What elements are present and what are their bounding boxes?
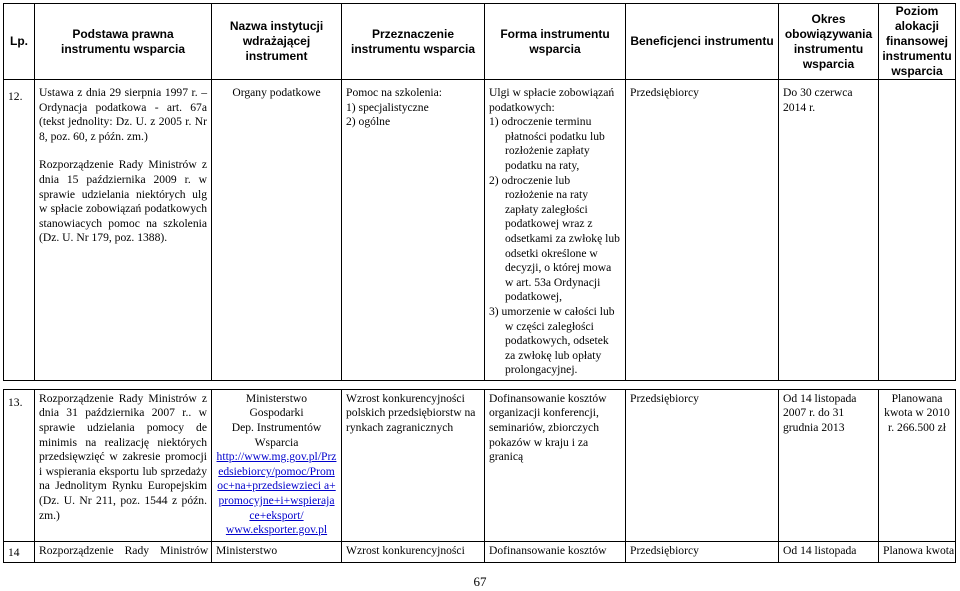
cell-legal-basis xyxy=(35,80,212,381)
cell-institution: Organy podatkowe xyxy=(212,80,342,381)
cell-institution xyxy=(212,389,342,541)
cell-form: Dofinansowanie kosztów organizacji konferencji, seminariów, zbiorczych pokazów w kraju i za granicą xyxy=(485,389,626,541)
cell-beneficiaries: Przedsiębiorcy xyxy=(626,389,779,541)
cell-allocation: Planowana kwota w 2010 r. 266.500 zł xyxy=(879,389,956,541)
header-row xyxy=(4,4,956,80)
cell-period: Od 14 listopada xyxy=(779,541,879,563)
institution-line-4: Wsparcia xyxy=(254,435,299,449)
cell-form xyxy=(485,80,626,381)
header-period: Okres obowiązywania instrumentu wsparcia xyxy=(779,4,879,80)
purpose-line-1: Pomoc na szkolenia: xyxy=(346,86,442,99)
row-separator xyxy=(4,380,956,389)
cell-purpose: Wzrost konkurencyjności xyxy=(342,541,485,563)
purpose-line-3: 2) ogólne xyxy=(346,115,391,129)
table-row-13 xyxy=(4,389,956,541)
header-allocation: Poziom alokacji finansowej instrumentu wsparcia xyxy=(879,4,956,80)
cell-period: Do 30 czerwca 2014 r. xyxy=(779,80,879,381)
cell-purpose: Wzrost konkurencyjności polskich przedsiębiorstw na rynkach zagranicznych xyxy=(342,389,485,541)
page-number: 67 xyxy=(473,574,487,589)
institution-line-2: Gospodarki xyxy=(249,406,304,420)
table-row-12 xyxy=(4,80,956,381)
support-instruments-table xyxy=(3,3,956,563)
institution-line-3: Dep. Instrumentów xyxy=(231,421,322,435)
table-row-14 xyxy=(4,541,956,563)
institution-line-1: Ministerstwo xyxy=(245,391,308,405)
cell-period: Od 14 listopada 2007 r. do 31 grudnia 2013 xyxy=(779,389,879,541)
cell-form: Dofinansowanie kosztów xyxy=(485,541,626,563)
header-legal-basis: Podstawa prawna instrumentu wsparcia xyxy=(35,4,212,80)
cell-beneficiaries: Przedsiębiorcy xyxy=(626,541,779,563)
ministry-link[interactable]: http://www.mg.gov.pl/Przedsiebiorcy/pomoc/Promoc+na+przedsiewzieci a+promocyjne+i+wspierajace+eksport/ xyxy=(216,450,337,522)
purpose-line-2: 1) specjalistyczne xyxy=(346,100,429,114)
cell-lp: 12. xyxy=(4,80,35,381)
cell-legal-basis: Rozporządzenie Rady Ministrów z dnia 31 października 2007 r.. w sprawie udzielania pomocy de minimis na realizację niektórych przedsięwzięć w zakresie promocji i wspierania eksportu lub sprzedaży na Jednolitym Rynku Europejskim (Dz. U. Nr 211, poz. 1544 z późn. zm.) xyxy=(35,389,212,541)
cell-allocation: Planowa kwota xyxy=(879,541,956,563)
legal-basis-regulation: Rozporządzenie Rady Ministrów z dnia 15 października 2009 r. w sprawie udzielania niektórych ulg w spłacie zobowiązań podatkowych stanowiacych pomoc na szkolenia (Dz. U. Nr 179, poz. 1388). xyxy=(39,158,207,245)
cell-lp: 14 xyxy=(4,541,35,563)
header-lp: Lp. xyxy=(4,4,35,80)
form-intro: Ulgi w spłacie zobowiązań podatkowych: xyxy=(489,86,615,114)
cell-lp: 13. xyxy=(4,389,35,541)
eksporter-link[interactable]: www.eksporter.gov.pl xyxy=(225,523,328,537)
cell-beneficiaries: Przedsiębiorcy xyxy=(626,80,779,381)
cell-legal-basis: Rozporządzenie Rady Ministrów xyxy=(35,541,212,563)
institution-name xyxy=(216,392,337,450)
legal-basis-act: Ustawa z dnia 29 sierpnia 1997 r. – Ordynacja podatkowa - art. 67a (tekst jednolity: Dz. U. z 2005 r. Nr 8, poz. 60, z późn. zm.) xyxy=(39,86,207,143)
separator-cell xyxy=(4,380,956,389)
cell-allocation xyxy=(879,80,956,381)
header-form: Forma instrumentu wsparcia xyxy=(485,4,626,80)
header-purpose: Przeznaczenie instrumentu wsparcia xyxy=(342,4,485,80)
form-item-3: 3) umorzenie w całości lub w części zaległości podatkowych, odsetek za zwłokę lub opłaty prolongacyjnej. xyxy=(489,304,615,377)
form-item-2: 2) odroczenie lub rozłożenie na raty zapłaty zaległości podatkowej wraz z odsetkami za zwłokę lub odsetki określone w decyzji, o której mowa w art. 53a Ordynacji podatkowej, xyxy=(489,173,620,304)
form-item-1: 1) odroczenie terminu płatności podatku lub rozłożenie zapłaty podatku na raty, xyxy=(489,115,605,172)
paragraph-gap xyxy=(39,144,207,158)
cell-purpose xyxy=(342,80,485,381)
header-beneficiaries: Beneficjenci instrumentu xyxy=(626,4,779,80)
header-institution: Nazwa instytucji wdrażającej instrument xyxy=(212,4,342,80)
cell-institution: Ministerstwo xyxy=(212,541,342,563)
